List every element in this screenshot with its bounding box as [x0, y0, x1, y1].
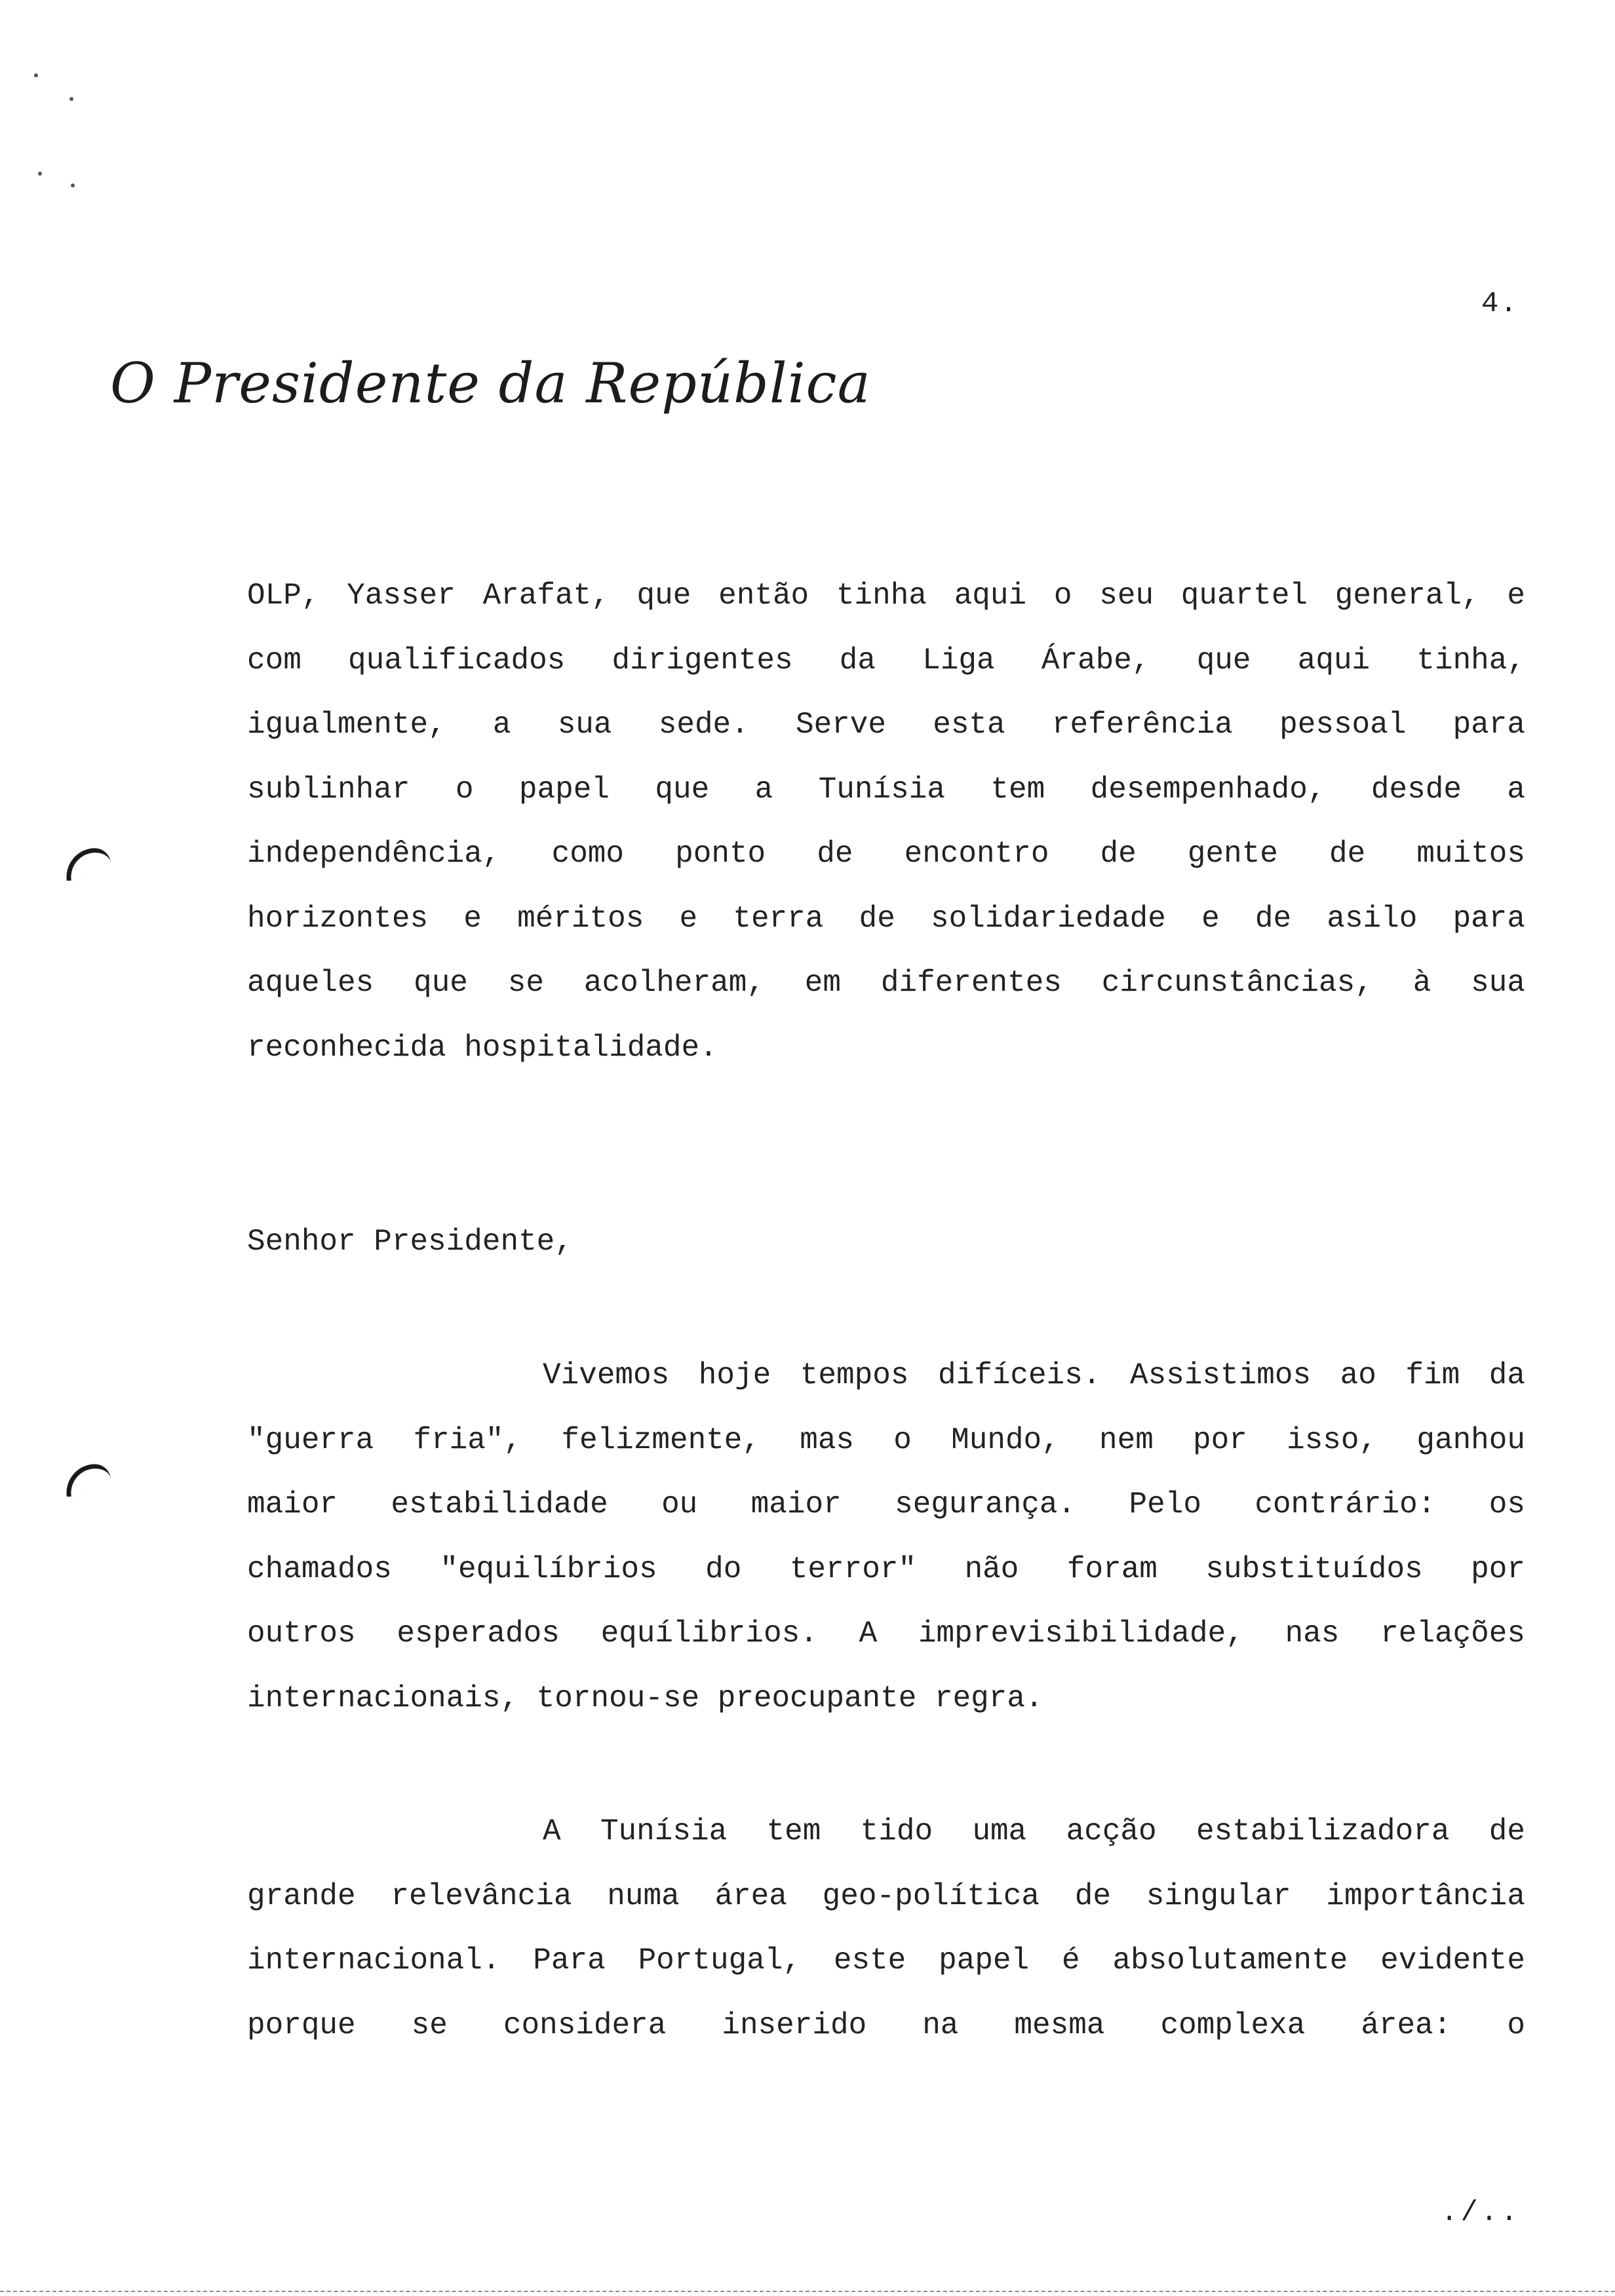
text-line: A Tunísia tem tido uma acção estabilizadora de: [543, 1814, 1525, 1848]
page-number: 4.: [1481, 288, 1519, 320]
text-line: internacional. Para Portugal, este papel é absolutamente evidente: [247, 1943, 1525, 1978]
text-line: horizontes e méritos e terra de solidariedade e de asilo para: [247, 901, 1525, 936]
salutation: [247, 1210, 1525, 1274]
text-line: internacionais, tornou-se preocupante regra.: [247, 1681, 1043, 1715]
scan-speck: [34, 73, 38, 77]
text-line: Vivemos hoje tempos difíceis. Assistimos ao fim da: [543, 1358, 1525, 1392]
salutation-text: Senhor Presidente,: [247, 1225, 573, 1259]
margin-bracket-mark: [64, 1463, 111, 1497]
text-line: com qualificados dirigentes da Liga Árabe, que aqui tinha,: [247, 643, 1525, 678]
margin-bracket-mark: [64, 847, 111, 881]
text-line: maior estabilidade ou maior segurança. Pelo contrário: os: [247, 1487, 1525, 1521]
text-line: grande relevância numa área geo-política de singular importância: [247, 1879, 1525, 1913]
scan-speck: [38, 172, 42, 176]
text-line: aqueles que se acolheram, em diferentes circunstâncias, à sua: [247, 966, 1525, 1000]
text-line: OLP, Yasser Arafat, que então tinha aqui o seu quartel general, e: [247, 579, 1525, 613]
text-line: chamados "equilíbrios do terror" não foram substituídos por: [247, 1552, 1525, 1586]
paragraph-3: [247, 1799, 1525, 2057]
paragraph-1: [247, 564, 1525, 1080]
text-line: outros esperados equílibrios. A imprevisibilidade, nas relações: [247, 1617, 1525, 1651]
scan-speck: [71, 183, 75, 187]
letterhead-title: O Presidente da República: [110, 351, 871, 415]
scan-speck: [69, 97, 73, 101]
text-line: independência, como ponto de encontro de gente de muitos: [247, 837, 1525, 871]
text-line: porque se considera inserido na mesma complexa área: o: [247, 2008, 1525, 2042]
continuation-mark: ./..: [1441, 2196, 1521, 2229]
text-line-indented: [247, 1799, 1525, 1864]
text-line: reconhecida hospitalidade.: [247, 1030, 718, 1065]
page-bottom-divider: [0, 2291, 1615, 2292]
text-line: "guerra fria", felizmente, mas o Mundo, nem por isso, ganhou: [247, 1423, 1525, 1457]
text-line: sublinhar o papel que a Tunísia tem desempenhado, desde a: [247, 772, 1525, 807]
paragraph-2: [247, 1343, 1525, 1731]
text-line-indented: [247, 1343, 1525, 1408]
text-line: igualmente, a sua sede. Serve esta referência pessoal para: [247, 708, 1525, 742]
